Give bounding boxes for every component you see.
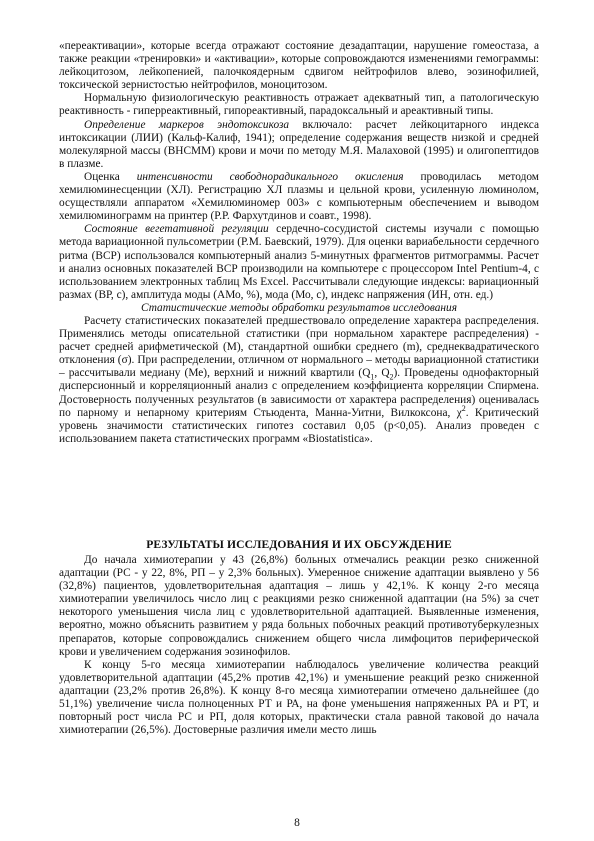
markers-lead: Определение маркеров эндотоксикоза <box>84 118 290 131</box>
results-paragraph-1: До начала химиотерапии у 43 (26,8%) больных отмечались реакции резко сниженной адаптации (РС - у 22, 8%, РП – у 2,3% больных). Умеренное снижение адаптации выявлено у 56 (32,8%) пациентов, удовлетворительная адаптация – лишь у 42,1%. К концу 2-го месяца химиотерапии увеличилось число лиц с реакциями резко сниженной адаптации (на 5%) за счет некоторого уменьшения числа лиц с удовлетворительной адаптацией. Выявленные изменения, вероятно, можно объяснить развитием у ряда больных побочных реакций противотуберкулезных препаратов, которые сопровождались снижением общего числа лимфоцитов периферической крови и увеличением содержания эозинофилов. <box>59 554 539 658</box>
stats-text-4: . Критический уровень значимости статистических гипотез составил 0,05 (р<0,05). Анализ проведен с использованием пакета статистических программ «Biostatistica». <box>59 406 539 445</box>
stats-text-1: Расчету статистических показателей предшествовало определение характера распределения. Применялись методы описательной статистики (при нормальном характере распределения) - расчет средней арифметической (М), стандартной ошибки среднего (m), среднеквадратического отклонения (σ). При распределении, отличном от нормального – методы вариационной статистики – рассчитывали медиану (Ме), верхний и нижний квартили (Q <box>59 314 539 380</box>
chi-superscript: 2 <box>461 403 466 413</box>
vegetative-text: сердечно-сосудистой системы изучали с помощью метода вариационной пульсометрии (Р.М. Баевский, 1979). Для оценки вариабельности сердечного ритма (ВСР) использовался компьютерный анализ 5-минутных фрагментов ритмограммы. Расчет и анализ основных показателей ВСР производили на компьютере с процессором Intel Pentium-4, с использованием электронных таблиц Ms Excel. Рассчитывали следующие индексы: вариационный размах (ВР, с), амплитуда моды (АМо, %), мода (Мо, с), индекс напряжения (ИН, отн. ед.) <box>59 223 540 301</box>
vegetative-paragraph <box>59 223 539 302</box>
oxidation-paragraph <box>59 171 539 223</box>
stats-subheading: Статистические методы обработки результатов исследования <box>140 301 458 314</box>
q1-subscript: 1 <box>370 372 375 382</box>
markers-paragraph <box>59 119 539 171</box>
stats-text-2: , Q <box>374 367 390 380</box>
results-heading: РЕЗУЛЬТАТЫ ИССЛЕДОВАНИЯ И ИХ ОБСУЖДЕНИЕ <box>146 538 452 551</box>
oxidation-lead: интенсивности свободнорадикального окисления <box>136 170 404 183</box>
stats-text-3: ). Проведены однофакторный дисперсионный и корреляционный анализ с определением коэффициента корреляции Спирмена. Достоверность полученных результатов (в зависимости от характера распределения) оценивалась по парному и непарному критериям Стьюдента, Манна-Уитни, Вилкоксона, χ <box>59 367 539 419</box>
q2-subscript: 2 <box>389 372 394 382</box>
page-number: 8 <box>294 817 300 829</box>
results-section <box>59 554 539 737</box>
results-paragraph-2: К концу 5-го месяца химиотерапии наблюдалось увеличение количества реакций удовлетворительной адаптации (45,2% против 42,1%) и уменьшение реакций резко сниженной адаптации (23,2% против 26,8%). К концу 8-го месяца химиотерапии отмечено дальнейшее (до 51,1%) увеличение числа полноценных РТ и РА, на фоне уменьшения напряженных РА и РТ, и повторный рост числа РС и РП, доля которых, практически стала равной таковой до начала химиотерапии (26,5%). Достоверные различия имели место лишь <box>59 658 539 737</box>
methods-section <box>59 40 539 446</box>
reactivity-paragraph: Нормальную физиологическую реактивность отражает адекватный тип, а патологическую реактивность - гиперреактивный, гипореактивный, парадоксальный и ареактивный типы. <box>59 92 539 118</box>
intro-paragraph: «переактивации», которые всегда отражают состояние дезадаптации, нарушение гомеостаза, а также реакции «тренировки» и «активации», которые сопровождаются изменениями гемограммы: лейкоцитозом, лейкопенией, палочкоядерным сдвигом нейтрофилов влево, эозинофилией, токсической зернистостью нейтрофилов, моноцитозом. <box>59 40 539 92</box>
vegetative-lead: Состояние вегетативной регуляции <box>84 223 269 236</box>
stats-paragraph <box>59 315 539 446</box>
oxidation-text: проводилась методом хемилюминесценции (ХЛ). Регистрацию ХЛ плазмы и цельной крови, усиленную люминолом, осуществляли аппаратом «Хемилюминомер 003» с компьютерным обеспечением и выводом хемилюминограмм на принтер (Р.Р. Фархутдинов и соавт., 1998). <box>59 170 539 223</box>
markers-text: включало: расчет лейкоцитарного индекса интоксикации (ЛИИ) (Кальф-Калиф, 1941); определение содержания веществ низкой и средней молекулярной массы (ВНСММ) крови и мочи по методу М.Я. Малаховой (1995) и олигопептидов в плазме. <box>59 118 540 170</box>
oxidation-pre: Оценка <box>84 170 137 183</box>
